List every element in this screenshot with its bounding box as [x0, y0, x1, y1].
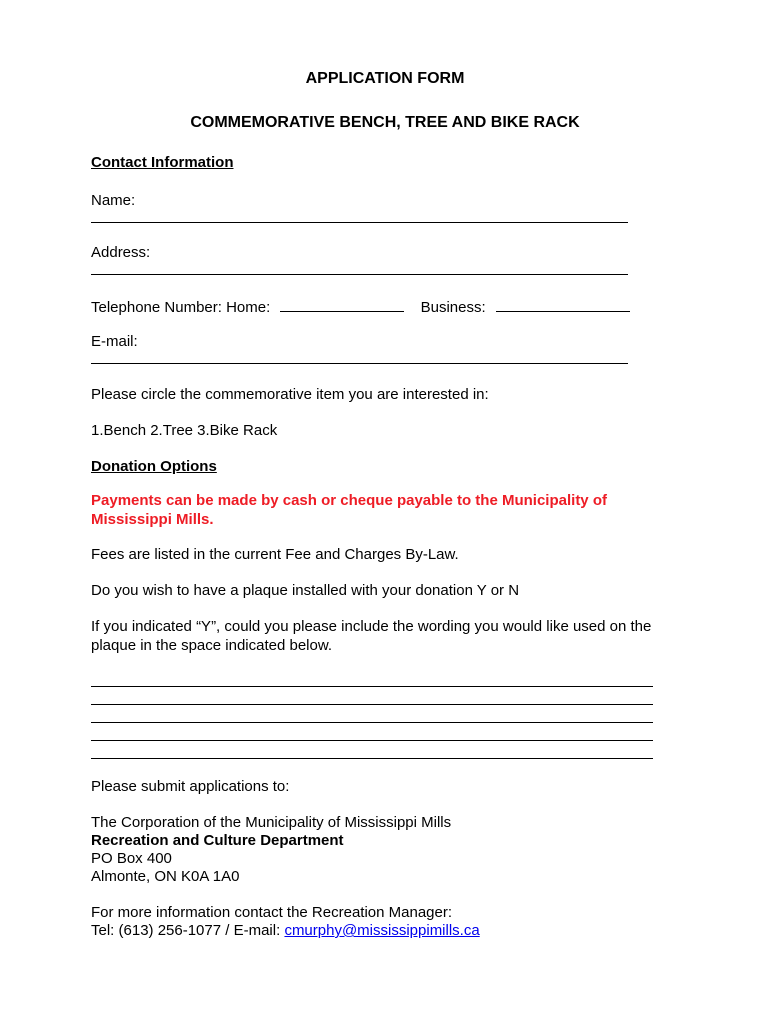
home-phone-input-line[interactable]: [280, 297, 404, 312]
tel-prefix: Tel: (613) 256-1077 / E-mail:: [91, 922, 285, 939]
email-input-line[interactable]: [91, 363, 628, 364]
item-options[interactable]: 1.Bench 2.Tree 3.Bike Rack: [91, 422, 278, 439]
department-name: Recreation and Culture Department: [91, 832, 344, 849]
city-postal: Almonte, ON K0A 1A0: [91, 868, 240, 885]
telephone-row: [91, 297, 630, 316]
form-title: APPLICATION FORM: [305, 70, 465, 87]
po-box: PO Box 400: [91, 850, 172, 867]
item-prompt: Please circle the commemorative item you are interested in:: [91, 386, 489, 403]
address-input-line[interactable]: [91, 274, 628, 275]
wording-instruction-line1: If you indicated “Y”, could you please include the wording you would like used on the: [91, 618, 652, 635]
plaque-wording-line[interactable]: [91, 704, 653, 705]
business-phone-input-line[interactable]: [496, 297, 630, 312]
plaque-question: Do you wish to have a plaque installed with your donation Y or N: [91, 582, 520, 599]
name-label: Name:: [91, 192, 136, 209]
plaque-wording-line[interactable]: [91, 758, 653, 759]
plaque-wording-line[interactable]: [91, 722, 653, 723]
business-label: Business:: [420, 299, 486, 316]
payment-notice-line2: Mississippi Mills.: [91, 511, 214, 528]
submit-prompt: Please submit applications to:: [91, 778, 290, 795]
contact-line: [91, 922, 480, 939]
telephone-home-label: Telephone Number: Home:: [91, 299, 271, 316]
plaque-wording-line[interactable]: [91, 740, 653, 741]
form-subtitle: COMMEMORATIVE BENCH, TREE AND BIKE RACK: [190, 114, 580, 131]
donation-heading: Donation Options: [91, 458, 217, 475]
name-input-line[interactable]: [91, 222, 628, 223]
contact-heading: Contact Information: [91, 154, 234, 171]
fees-note: Fees are listed in the current Fee and Charges By-Law.: [91, 546, 459, 563]
plaque-wording-line[interactable]: [91, 686, 653, 687]
org-name: The Corporation of the Municipality of Mississippi Mills: [91, 814, 452, 831]
more-info: For more information contact the Recreation Manager:: [91, 904, 453, 921]
wording-instruction-line2: plaque in the space indicated below.: [91, 637, 333, 654]
email-link[interactable]: cmurphy@mississippimills.ca: [284, 922, 480, 939]
address-label: Address:: [91, 244, 151, 261]
email-label: E-mail:: [91, 333, 138, 350]
payment-notice-line1: Payments can be made by cash or cheque payable to the Municipality of: [91, 492, 607, 509]
